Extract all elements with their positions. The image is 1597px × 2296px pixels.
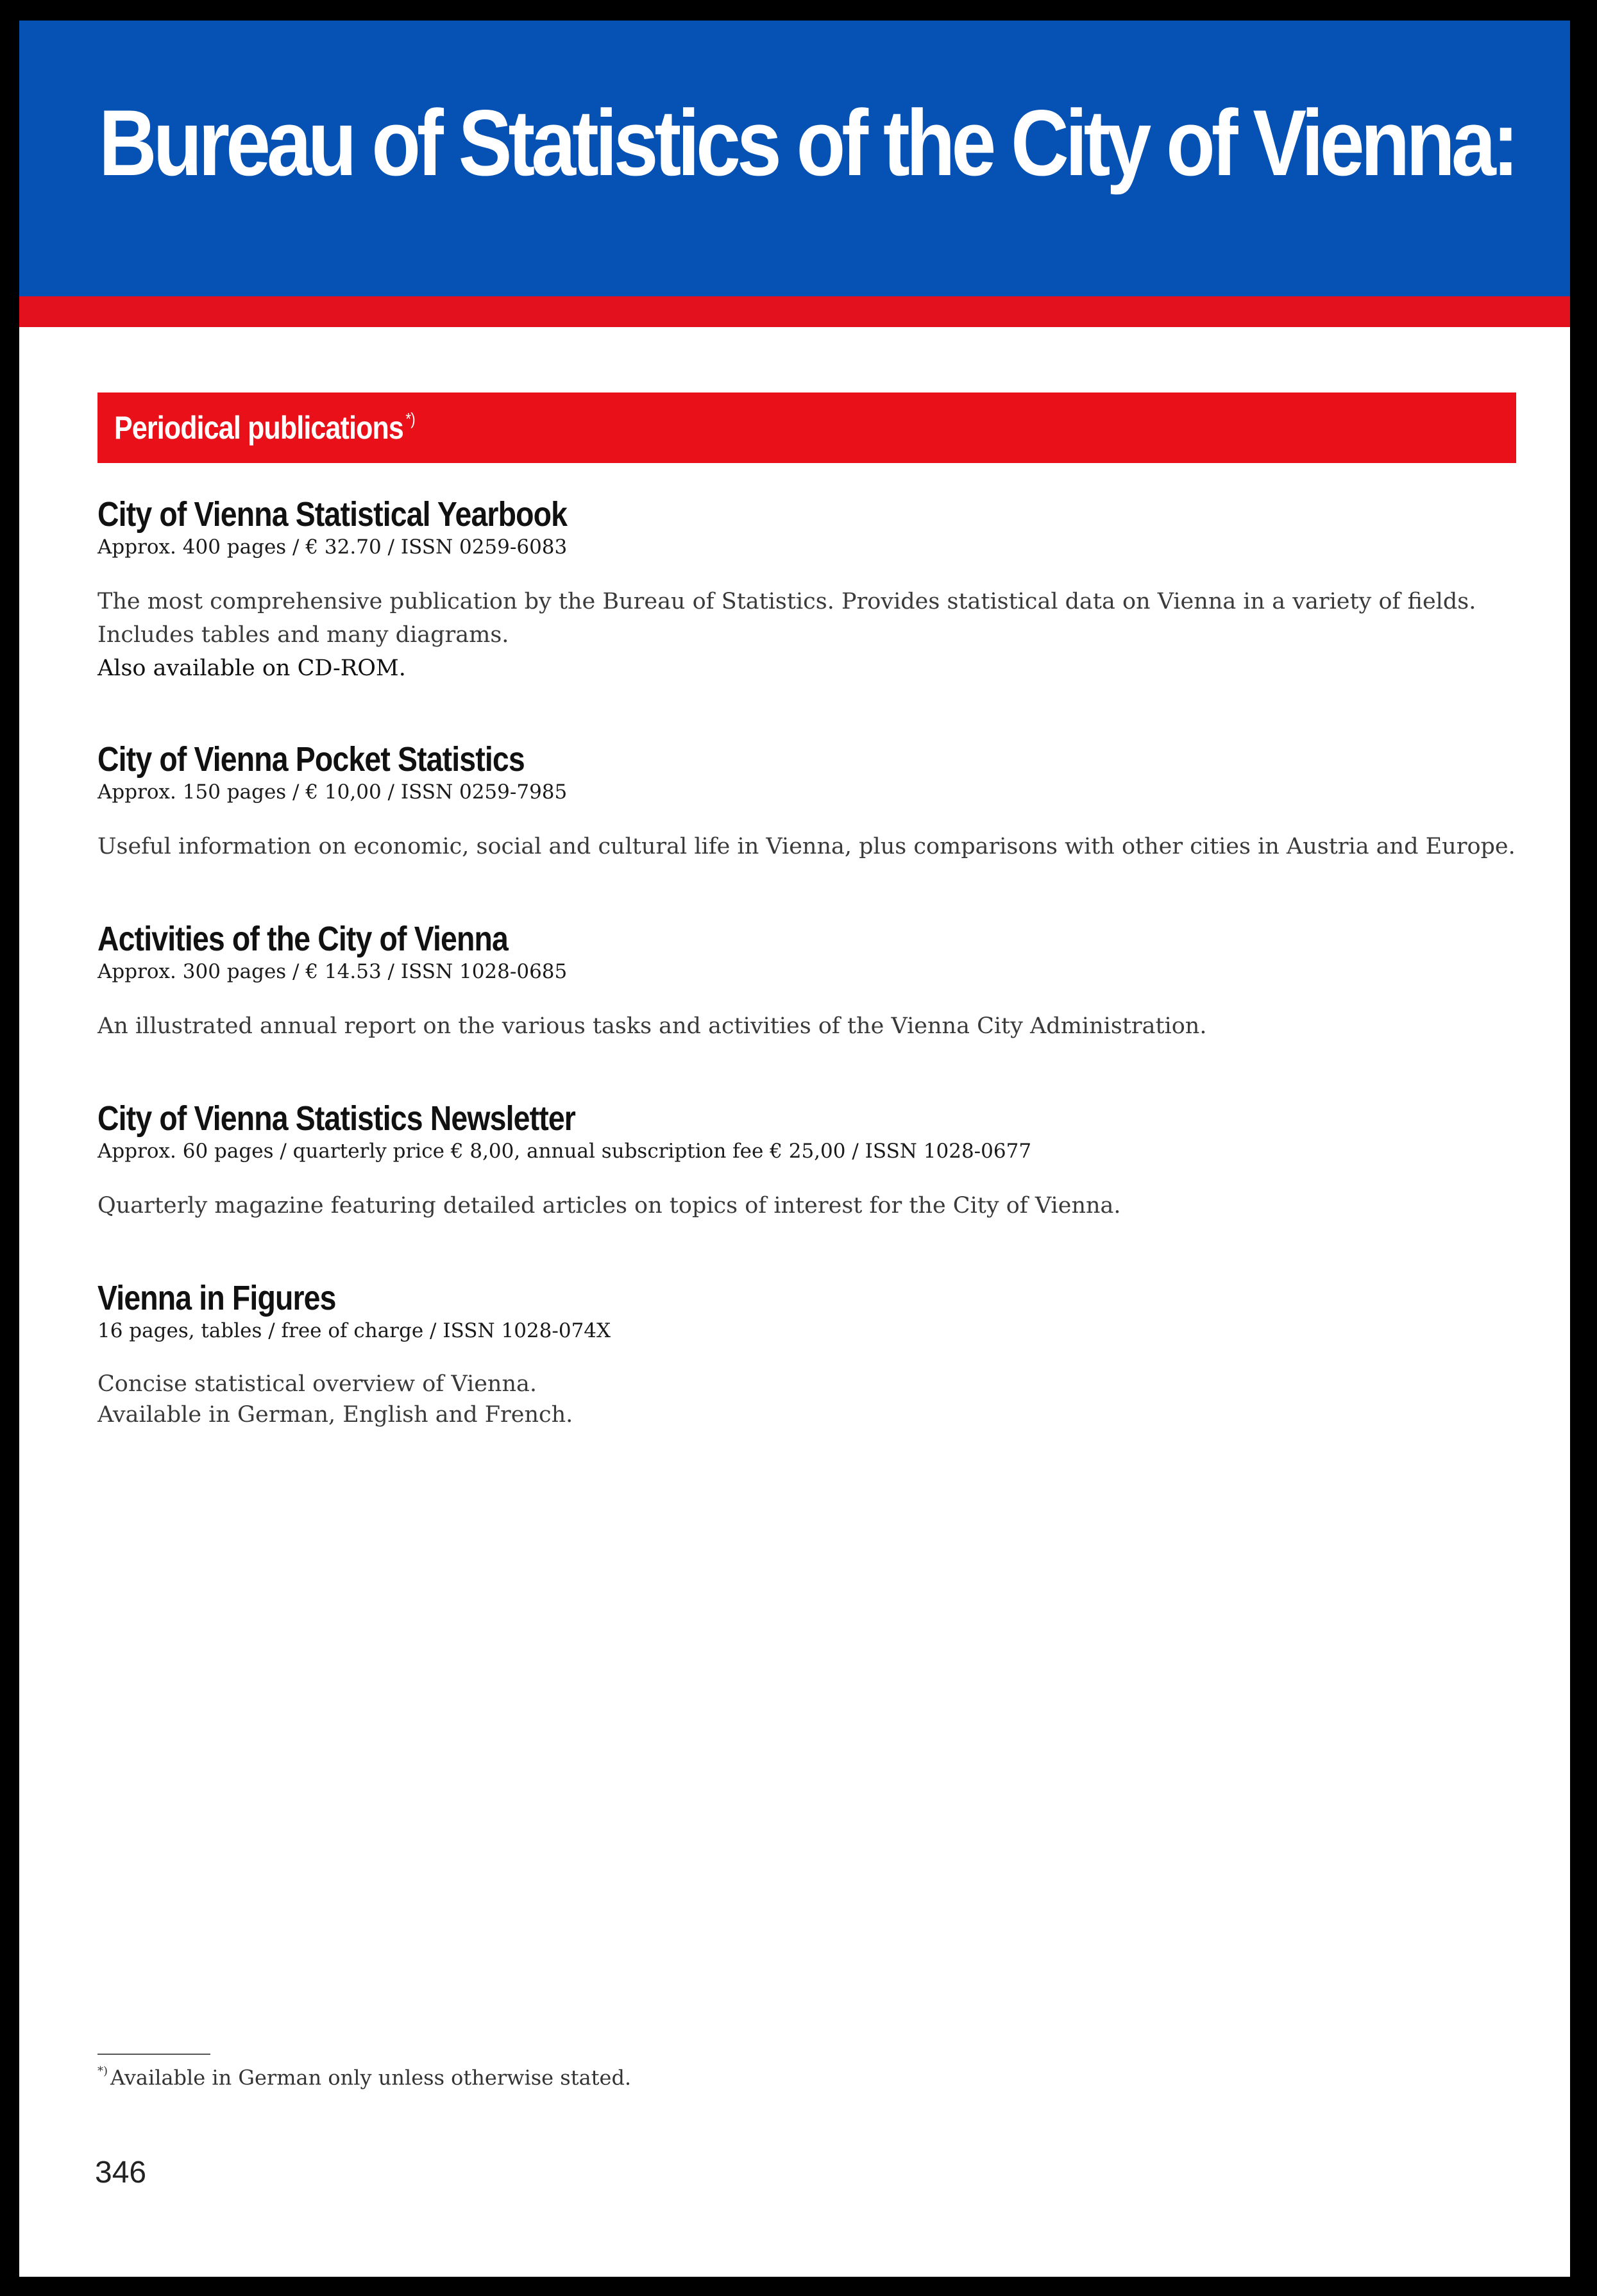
publication-title: City of Vienna Statistical Yearbook: [97, 495, 568, 534]
publication-description: [97, 830, 1521, 863]
description-line: An illustrated annual report on the various tasks and activities of the Vienna City Administration.: [97, 1013, 1207, 1039]
description-line: Quarterly magazine featuring detailed articles on topics of interest for the City of Vienna.: [97, 1193, 1121, 1219]
description-line: Concise statistical overview of Vienna.: [97, 1371, 537, 1397]
section-heading: [114, 409, 415, 446]
section-heading-bar: [97, 393, 1516, 463]
publication-note: Also available on CD-ROM.: [97, 655, 406, 681]
header-red-stripe: [19, 296, 1570, 327]
publication-description: [97, 1369, 1521, 1430]
publication-title: Activities of the City of Vienna: [97, 920, 508, 958]
publication-description: [97, 1009, 1521, 1043]
description-line: The most comprehensive publication by the Bureau of Statistics. Provides statistical data on Vienna in a variety of fields.: [97, 589, 1476, 614]
description-line: Available in German, English and French.: [97, 1402, 573, 1428]
description-line: Includes tables and many diagrams.: [97, 622, 509, 648]
footnote-marker: *): [405, 409, 415, 429]
footnote-text: Available in German only unless otherwise stated.: [110, 2065, 632, 2090]
publication-meta: Approx. 150 pages / € 10,00 / ISSN 0259-7985: [97, 781, 568, 804]
header-band: [19, 21, 1570, 296]
footnote-divider: [97, 2054, 210, 2055]
publication-statistical-yearbook: [97, 495, 1521, 685]
section-heading-text: Periodical publications: [114, 410, 403, 446]
footnote-marker: *): [97, 2064, 108, 2078]
page-number: 346: [95, 2156, 147, 2190]
publication-description: [97, 585, 1521, 652]
publication-activities: [97, 920, 1521, 1043]
publication-statistics-newsletter: [97, 1099, 1521, 1222]
publication-description: [97, 1189, 1521, 1222]
publication-vienna-in-figures: [97, 1279, 1521, 1430]
publication-title: City of Vienna Pocket Statistics: [97, 740, 525, 779]
page-title: Bureau of Statistics of the City of Vienna:: [99, 90, 1516, 195]
publication-meta: Approx. 300 pages / € 14.53 / ISSN 1028-0685: [97, 960, 568, 983]
publication-pocket-statistics: [97, 740, 1521, 863]
footnote: [97, 2061, 631, 2091]
description-line: Useful information on economic, social and cultural life in Vienna, plus comparisons with other cities in Austria and Europe.: [97, 834, 1516, 859]
publication-meta: Approx. 60 pages / quarterly price € 8,00, annual subscription fee € 25,00 / ISSN 1028-0677: [97, 1140, 1032, 1163]
publication-meta: Approx. 400 pages / € 32.70 / ISSN 0259-6083: [97, 536, 568, 559]
publication-title: Vienna in Figures: [97, 1279, 336, 1317]
brochure-page: [19, 21, 1570, 2277]
publication-title: City of Vienna Statistics Newsletter: [97, 1099, 576, 1138]
publication-meta: 16 pages, tables / free of charge / ISSN 1028-074X: [97, 1319, 611, 1342]
